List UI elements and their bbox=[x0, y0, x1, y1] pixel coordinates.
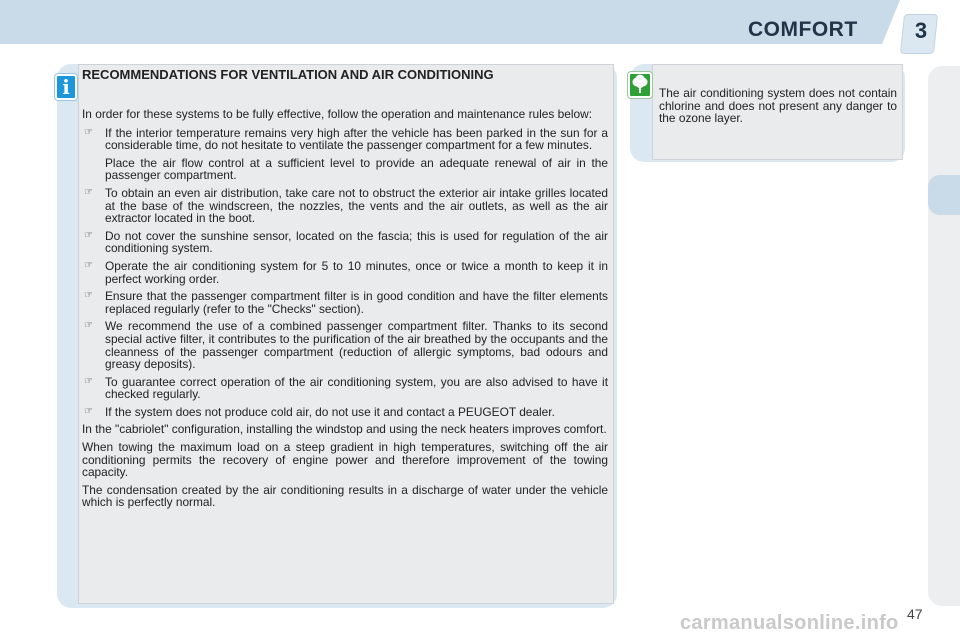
pointing-hand-icon: ☞ bbox=[84, 126, 93, 138]
bullet-text: Operate the air conditioning system for 5 to 10 minutes, once or twice a month to keep it in perfect working order. bbox=[105, 258, 608, 286]
chapter-title: COMFORT bbox=[748, 18, 858, 41]
bullet-item bbox=[82, 187, 608, 225]
page-number: 47 bbox=[907, 606, 923, 622]
bullet-text: Do not cover the sunshine sensor, located on the fascia; this is used for regulation of the air conditioning system. bbox=[105, 228, 608, 256]
bullet-item bbox=[82, 127, 608, 152]
body-paragraph: The condensation created by the air conditioning results in a discharge of water under the vehicle which is perfectly normal. bbox=[82, 482, 608, 510]
watermark: carmanualsonline.info bbox=[680, 612, 899, 634]
chapter-number: 3 bbox=[914, 18, 928, 43]
tree-icon bbox=[628, 72, 652, 98]
bullet-text: If the system does not produce cold air, do not use it and contact a PEUGEOT dealer. bbox=[105, 404, 555, 419]
pointing-hand-icon: ☞ bbox=[84, 229, 93, 241]
eco-note-text: The air conditioning system does not contain chlorine and does not present any danger to the ozone layer. bbox=[659, 86, 897, 126]
side-rail bbox=[928, 66, 960, 606]
bullet-text: If the interior temperature remains very high after the vehicle has been parked in the sun for a considerable time, do not hesitate to ventilate the passenger compartment for a few minutes. bbox=[105, 125, 608, 153]
pointing-hand-icon: ☞ bbox=[84, 320, 93, 332]
bullet-text: We recommend the use of a combined passenger compartment filter. Thanks to its second special active filter, it contributes to the purification of the air breathed by the occupants and the cleanness of the passenger compartment (reduction of allergic symptoms, bad odours and greasy deposits). bbox=[105, 319, 608, 372]
bullet-text: To guarantee correct operation of the air conditioning system, you are also advised to have it checked regularly. bbox=[105, 374, 608, 402]
body-paragraph: In the "cabriolet" configuration, installing the windstop and using the neck heaters improves comfort. bbox=[82, 422, 607, 437]
bullet-text: Ensure that the passenger compartment filter is in good condition and have the filter elements replaced regularly (refer to the "Checks" section). bbox=[105, 289, 608, 316]
bullet-item bbox=[82, 406, 608, 419]
pointing-hand-icon: ☞ bbox=[84, 186, 93, 198]
pointing-hand-icon: ☞ bbox=[84, 405, 93, 417]
pointing-hand-icon: ☞ bbox=[84, 375, 93, 387]
bullet-item bbox=[82, 320, 608, 370]
bullet-item bbox=[82, 376, 608, 401]
pointing-hand-icon: ☞ bbox=[84, 290, 93, 302]
info-panel-text bbox=[82, 108, 608, 509]
pointing-hand-icon: ☞ bbox=[84, 259, 93, 271]
info-icon: i bbox=[55, 74, 77, 100]
bullet-continuation: Place the air flow control at a sufficient level to provide an adequate renewal of air in the passenger compartment. bbox=[105, 155, 608, 183]
section-title: RECOMMENDATIONS FOR VENTILATION AND AIR CONDITIONING bbox=[82, 67, 494, 82]
intro-paragraph: In order for these systems to be fully effective, follow the operation and maintenance rules below: bbox=[82, 107, 593, 121]
body-paragraph: When towing the maximum load on a steep gradient in high temperatures, switching off the air conditioning permits the recovery of engine power and therefore improvement of the towing capacity. bbox=[82, 440, 608, 480]
bullet-item bbox=[82, 290, 608, 315]
bullet-text: To obtain an even air distribution, take care not to obstruct the exterior air intake grilles located at the base of the windscreen, the nozzles, the vents and the air outlets, as well as the air extractor located in the boot. bbox=[105, 185, 608, 226]
bullet-item bbox=[82, 260, 608, 285]
bullet-item bbox=[82, 230, 608, 255]
side-rail-active-tab[interactable] bbox=[928, 175, 960, 215]
